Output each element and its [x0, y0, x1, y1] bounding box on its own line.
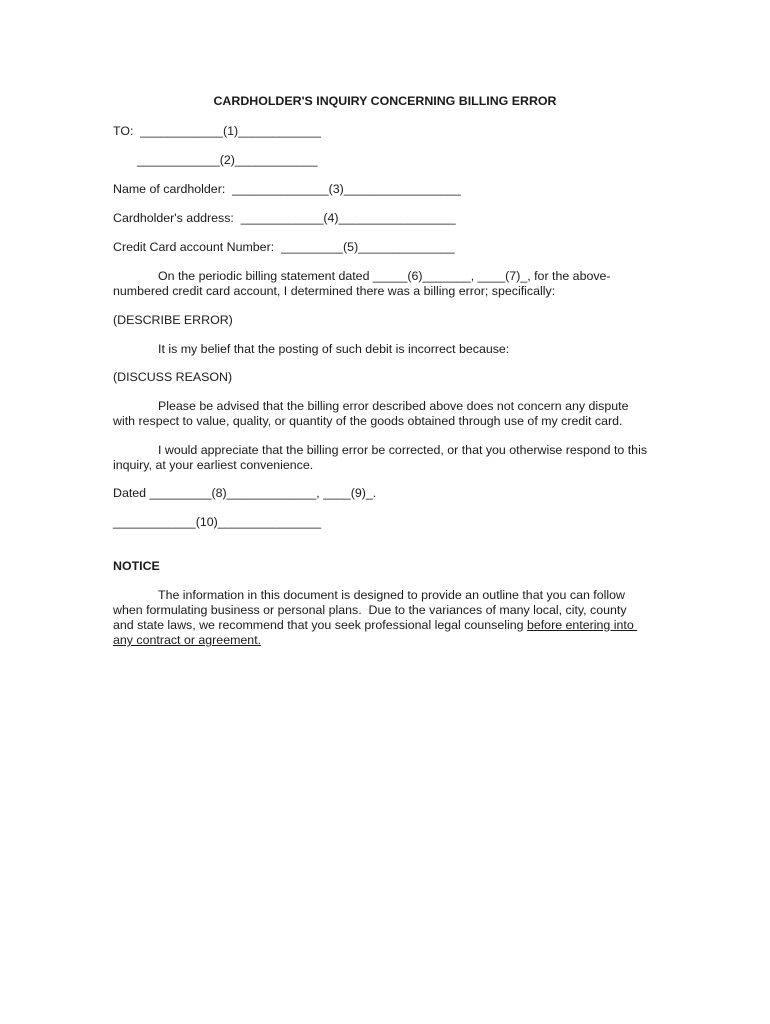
paragraph-3-line-1: Please be advised that the billing error described above does not concern any dispute [158, 399, 629, 413]
document-title: CARDHOLDER'S INQUIRY CONCERNING BILLING ERROR [213, 94, 557, 108]
to-line: TO: ____________(1)____________ [113, 124, 321, 138]
paragraph-1-line-1: On the periodic billing statement dated _____(6)_______, ____(7)_, for the above- [158, 269, 611, 283]
notice-line-2: when formulating business or personal plans. Due to the variances of many local, city, county [113, 603, 627, 617]
notice-line-1: The information in this document is designed to provide an outline that you can follow [158, 588, 625, 602]
paragraph-4-line-2: inquiry, at your earliest convenience. [113, 458, 314, 472]
paragraph-4-line-1: I would appreciate that the billing error be corrected, or that you otherwise respond to this [158, 443, 648, 457]
notice-line-3 [113, 618, 637, 633]
notice-line-3-text: and state laws, we recommend that you seek professional legal counseling [113, 618, 527, 632]
describe-error-placeholder: (DESCRIBE ERROR) [113, 313, 233, 327]
paragraph-2-line-1: It is my belief that the posting of such debit is incorrect because: [158, 342, 510, 356]
account-number-line: Credit Card account Number: _________(5)______________ [113, 240, 455, 254]
notice-line-3-underlined-text: before entering into [526, 618, 638, 632]
notice-heading: NOTICE [113, 559, 160, 573]
to-line-2: ____________(2)____________ [137, 153, 318, 167]
dated-line: Dated _________(8)_____________, ____(9)_. [113, 486, 377, 500]
paragraph-3-line-2: with respect to value, quality, or quantity of the goods obtained through use of my credit card. [113, 414, 623, 428]
cardholder-name-line: Name of cardholder: ______________(3)_________________ [113, 182, 461, 196]
cardholder-address-line: Cardholder's address: ____________(4)_________________ [113, 211, 456, 225]
discuss-reason-placeholder: (DISCUSS REASON) [113, 370, 233, 384]
signature-line: ____________(10)_______________ [113, 515, 322, 529]
notice-line-4: any contract or agreement. [113, 633, 262, 647]
paragraph-1-line-2: numbered credit card account, I determined there was a billing error; specifically: [113, 284, 556, 298]
